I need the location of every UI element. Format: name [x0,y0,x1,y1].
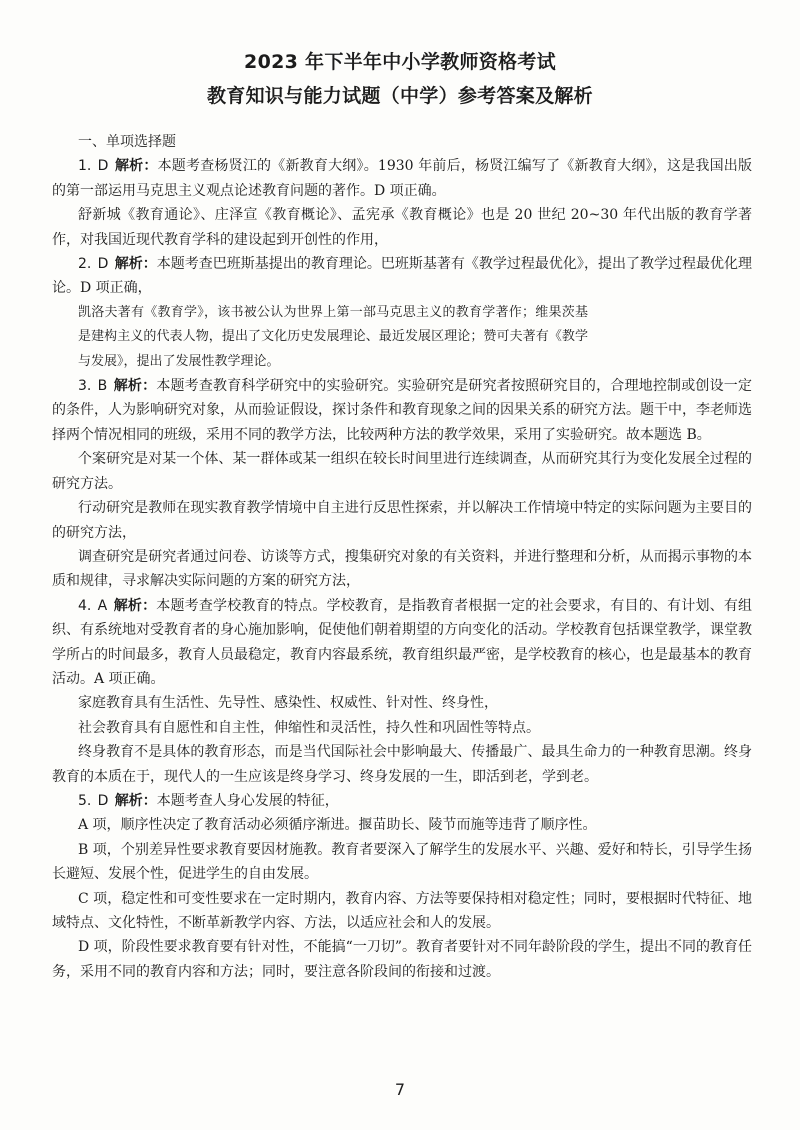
item-analysis-label: 解析： [114,792,157,809]
item-note: 调查研究是研究者通过问卷、访谈等方式，搜集研究对象的有关资料，并进行整理和分析，从而揭示事物的本质和规律，寻求解决实际问题的方案的研究方法， [52,548,752,590]
option-analysis-a: A 项，顺序性决定了教育活动必须循序渐进。揠苗助长、陵节而施等违背了顺序性。 [78,817,597,834]
item-analysis-label: 解析： [113,597,157,614]
answer-item-1 [52,154,752,203]
answer-item-5 [52,789,752,813]
page-number: 7 [394,1080,406,1099]
answer-item-3 [52,374,752,447]
item-answer: D [97,158,109,175]
section-heading: 一、单项选择题 [78,134,176,150]
item-explanation: 本题考查杨贤江的《新教育大纲》。1930 年前后，杨贤江编写了《新教育大纲》，这是我国出版的第一部运用马克思主义观点论述教育问题的著作。D 项正确。 [52,158,753,199]
option-analysis-c: C 项，稳定性和可变性要求在一定时期内，教育内容、方法等要保持相对稳定性；同时，要根据时代特征、地域特点、文化特性，不断革新教学内容、方法，以适应社会和人的发展。 [52,890,752,931]
option-analysis-b: B 项，个别差异性要求教育要因材施教。教育者要深入了解学生的发展水平、兴趣、爱好和特长，引导学生扬长避短、发展个性，促进学生的自由发展。 [52,841,752,883]
item-explanation: 本题考查巴班斯基提出的教育理论。巴班斯基著有《教学过程最优化》，提出了教学过程最优化理论。D 项正确， [52,256,753,297]
item-number: 4. [78,597,92,614]
item-note: 社会教育具有自愿性和自主性，伸缩性和灵活性，持久性和巩固性等特点。 [78,719,540,736]
item-answer: B [97,378,108,395]
document-body [52,130,752,984]
option-analysis-d: D 项，阶段性要求教育要有针对性，不能搞“一刀切”。教育者要针对不同年龄阶段的学生，提出不同的教育任务，采用不同的教育内容和方法；同时，要注意各阶段间的衔接和过渡。 [52,939,752,980]
item-note: 凯洛夫著有《教育学》，该书被公认为世界上第一部马克思主义的教育学著作；维果茨基是建构主义的代表人物，提出了文化历史发展理论、最近发展区理论；赞可夫著有《教学与发展》，提出了发展性教学理论。 [78,304,588,369]
item-analysis-label: 解析： [114,158,158,175]
item-explanation: 本题考查学校教育的特点。学校教育，是指教育者根据一定的社会要求，有目的、有计划、有组织、有系统地对受教育者的身心施加影响，促使他们朝着期望的方向变化的活动。学校教育包括课堂教学，课堂教学所占的时间最多，教育人员最稳定，教育内容最系统，教育组织最严密，是学校教育的核心，也是最基本的教育活动。A 项正确。 [52,597,753,687]
item-note: 终身教育不是具体的教育形态，而是当代国际社会中影响最大、传播最广、最具生命力的一种教育思潮。终身教育的本质在于，现代人的一生应该是终身学习、终身发展的一生，即活到老，学到老。 [52,744,752,785]
item-number: 5. [78,792,92,809]
item-explanation: 本题考查教育科学研究中的实验研究。实验研究是研究者按照研究目的，合理地控制或创设一定的条件，人为影响研究对象，从而验证假设，探讨条件和教育现象之间的因果关系的研究方法。题干中，李老师选择两个情况相同的班级，采用不同的教学方法，比较两种方法的教学效果，采用了实验研究。故本题选 B。 [52,378,752,443]
item-explanation: 本题考查人身心发展的特征， [156,792,339,809]
item-number: 3. [78,378,92,395]
item-note: 个案研究是对某一个体、某一群体或某一组织在较长时间里进行连续调查，从而研究其行为变化发展全过程的研究方法。 [52,451,752,492]
item-answer: D [97,256,109,273]
item-answer: A [97,597,108,614]
item-note: 家庭教育具有生活性、先导性、感染性、权威性、针对性、终身性， [78,695,498,712]
item-number: 1. [78,158,92,175]
item-answer: D [97,792,109,809]
item-analysis-label: 解析： [114,256,157,273]
answer-item-4 [52,594,752,692]
item-analysis-label: 解析： [113,378,157,395]
item-note: 舒新城《教育通论》、庄泽宣《教育概论》、孟宪承《教育概论》也是 20 世纪 20~30 年代出版的教育学著作，对我国近现代教育学科的建设起到开创性的作用， [52,207,752,248]
document-title: 2023 年下半年中小学教师资格考试 [244,51,556,73]
item-number: 2. [78,256,92,273]
item-note: 行动研究是教师在现实教育教学情境中自主进行反思性探索，并以解决工作情境中特定的实际问题为主要目的的研究方法， [52,500,752,541]
document-subtitle: 教育知识与能力试题（中学）参考答案及解析 [206,85,593,107]
answer-item-2 [52,252,752,301]
